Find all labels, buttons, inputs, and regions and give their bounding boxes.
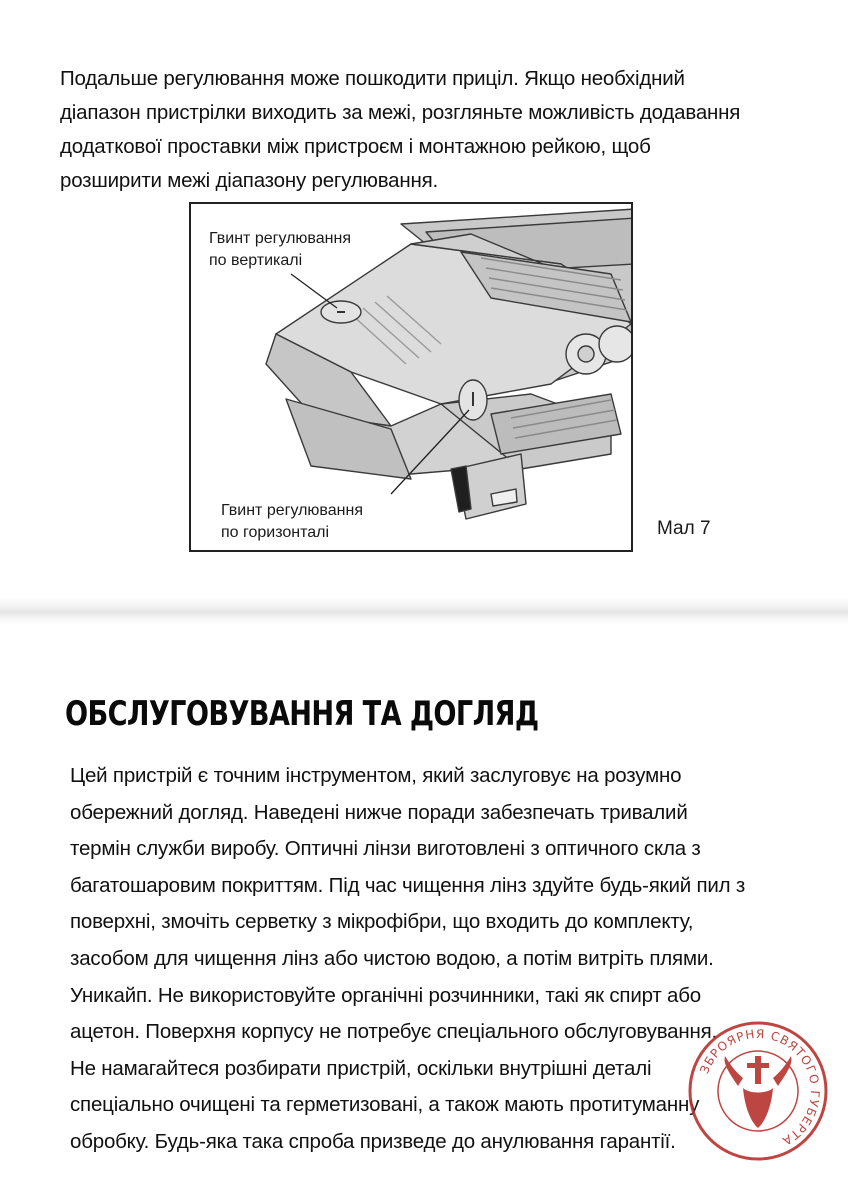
callout-line: Гвинт регулювання xyxy=(221,502,363,519)
intro-line: додаткової проставки між пристроєм і монтажною рейкою, щоб xyxy=(60,135,651,158)
body-line: засобом для чищення лінз або чистою водою, а потім витріть плями. xyxy=(70,946,714,970)
body-line: Не намагайтеся розбирати пристрій, оскільки внутрішні деталі xyxy=(70,1056,652,1080)
body-line: поверхні, змочіть серветку з мікрофібри, що входить до комплекту, xyxy=(70,910,694,934)
body-line: спеціально очищені та герметизовані, а також мають протитуманну xyxy=(70,1093,700,1117)
page-fold xyxy=(0,598,848,624)
body-line: термін служби виробу. Оптичні лінзи виготовлені з оптичного скла з xyxy=(70,837,701,861)
stamp-seal-icon xyxy=(683,1016,833,1166)
body-line: обережний догляд. Наведені нижче поради забезпечать тривалий xyxy=(70,800,688,824)
body-line: багатошаровим покриттям. Під час чищення лінз здуйте будь-який пил з xyxy=(70,873,746,897)
store-stamp xyxy=(683,1016,833,1166)
callout-line: по вертикалі xyxy=(209,252,303,269)
figure-label: Мал 7 xyxy=(657,518,711,539)
callout-line: Гвинт регулювання xyxy=(209,230,351,247)
callout-line: по горизонталі xyxy=(221,524,330,541)
maintenance-paragraph xyxy=(70,758,790,1161)
intro-paragraph xyxy=(60,62,800,198)
body-line: ацетон. Поверхня корпусу не потребує спеціального обслуговування. xyxy=(70,1020,718,1044)
sight-diagram xyxy=(189,202,633,552)
body-line: Цей пристрій є точним інструментом, який заслуговує на розумно xyxy=(70,764,682,787)
intro-line: Подальше регулювання може пошкодити приціл. Якщо необхідний xyxy=(60,67,685,90)
intro-line: розширити межі діапазону регулювання. xyxy=(60,169,439,192)
body-line: обробку. Будь-яка така спроба призведе до анулювання гарантії. xyxy=(70,1129,676,1153)
body-line: Уникайп. Не використовуйте органічні розчинники, такі як спирт або xyxy=(70,983,701,1007)
horizontal-screw-callout xyxy=(221,500,363,544)
vertical-screw-callout xyxy=(209,228,351,272)
svg-text:ЗБРОЯРНЯ СВЯТОГО ГУБЕРТА: ЗБРОЯРНЯ СВЯТОГО ГУБЕРТА xyxy=(697,1026,823,1149)
section-title: ОБСЛУГОВУВАННЯ ТА ДОГЛЯД xyxy=(65,694,539,734)
intro-line: діапазон пристрілки виходить за межі, розгляньте можливість додавання xyxy=(60,101,741,124)
